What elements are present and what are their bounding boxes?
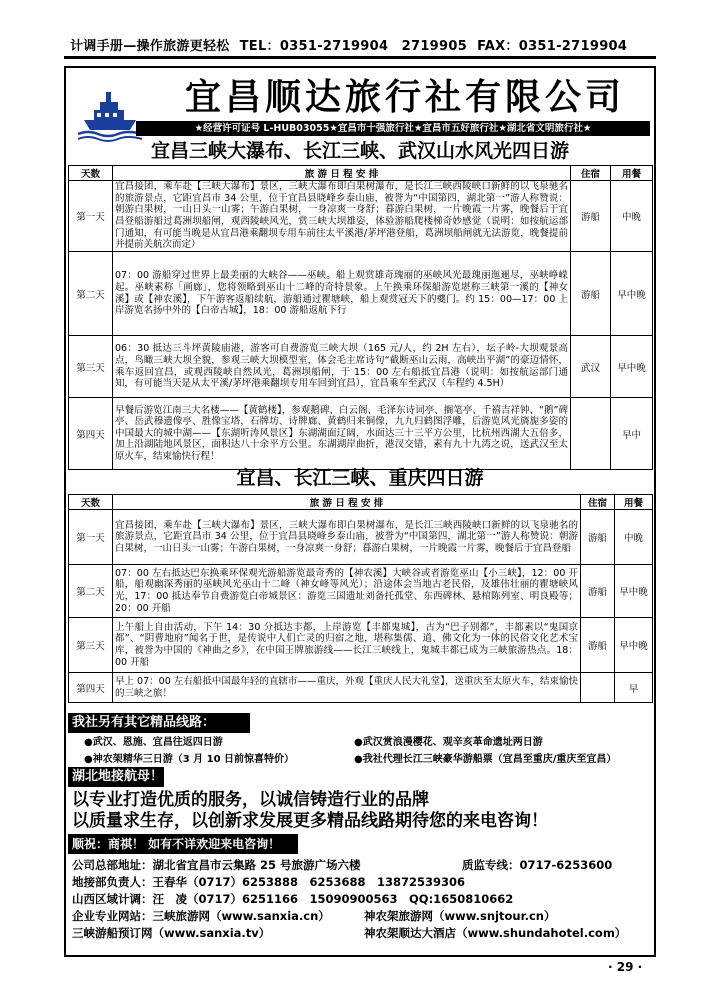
day-label: 第一天 [69,181,113,252]
route1-table [68,165,653,470]
section2-heading: 湖北地接航母！ [68,767,164,787]
day-stay: 武汉 [571,336,611,398]
table-row [69,181,653,252]
website-link[interactable]: 企业专业网站：三峡旅游网（www.sanxia.cn） [72,909,330,923]
day-stay [581,673,615,703]
day-label: 第四天 [69,673,113,703]
day-label: 第二天 [69,565,113,618]
route2-table [68,494,653,703]
col-day: 天数 [69,495,113,510]
col-schedule: 旅 游 日 程 安 排 [113,166,571,181]
manager: 地接部负责人：王春华（0717）6253888 6253688 13872539306 [72,875,466,889]
table-row [69,398,653,470]
day-desc: 06：30 抵达三斗坪黄陵庙港，游客可自费游览三峡大坝（165 元/人，约 2H 左右），坛子岭-大坝观景高点，鸟瞰三峡大坝全貌，参观三峡大坝模型室，体会毛主席诗句“截断巫山云雨，高峡出平湖”的豪迈情怀，乘车返回宜昌，或观西陵峡自然风光，葛洲坝船闸，于 15：00 左右船抵宜昌港（说明：如按航运部门通知，有可能当天是从太平溪/茅坪港乘翻坝专用车回到宜昌），宜昌乘车至武汉（车程约 4.5H） [113,336,571,398]
header-fax: FAX：0351-2719904 [477,38,628,54]
slogan-2: 以质量求生存，以创新求发展更多精品线路期待您的来电咨询！ [72,811,548,831]
day-desc: 上午船上自由活动，下午 14：30 分抵达丰都，上岸游览【丰都鬼城】，古为“巴子别都”，丰都素以“鬼国京都”、“阴曹地府”闻名于世，是传说中人们亡灵的归宿之地，堪称集儒、道、佛文化为一体的民俗文化艺术宝库，被誉为中国的《神曲之乡》，在中国王牌旅游线——长江三峡线上，鬼城丰都已成为三峡旅游热点。18：00 开船 [113,618,581,673]
header-rule [64,56,656,59]
day-meal: 中晚 [611,181,653,252]
slogan-1: 以专业打造优质的服务，以诚信铸造行业的品牌 [72,790,429,810]
table-row [69,673,653,703]
day-desc: 07：00 左右抵达巴东换乘环保观光游船游览最奇秀的【神农溪】大峡谷或者游览巫山【小三峡】，12：00 开船，船观幽深秀丽的巫峡风光巫山十二峰（神女峰等风光）；沿途体会当地古老民俗，及雄伟壮丽的瞿塘峡风光，17：00 抵达奉节自费游览白帝城景区：游览三国遗址刘备托孤堂、东西碑林、悬棺陈列室、明良殿等；20：00 开船 [113,565,581,618]
col-schedule: 旅 游 日 程 安 排 [113,495,581,510]
day-desc: 07：00 游船穿过世界上最美丽的大峡谷——巫峡。船上观赏雄奇瑰丽的巫峡风光最瑰丽迤逦尽，巫峡峥嵘起。巫峡素称「画廊」，您将领略到巫山十二峰的奇特景象。上午换乘环保船游览堪称三峡第一溪的【神女溪】或【神农溪】，下午游客返船续航，游船通过瞿塘峡，船上观赏冠天下的夔门。约 15：00—17：00 上岸游览名扬中外的【白帝古城】，18：00 游船返航下行 [113,252,571,336]
table-header-row [69,166,653,181]
day-stay: 游船 [581,618,615,673]
table-row [69,510,653,565]
website-link[interactable]: 神农架顺达大酒店（www.shundahotel.com） [364,926,627,940]
table-row [69,618,653,673]
day-desc: 宜昌接团，乘车赴【三峡大瀑布】景区，三峡大瀑布即白果树瀑布，是长江三峡西陵峡口新鲜的以飞泉驰名的旅游景点，它距宜昌市 34 公里，位于宜昌县晓峰乡泰山庙，被誉为“中国第四，湖北第一”游人称赞说：朝游白果树，一山日头一山雾；午游白果树，一身凉爽一身舒；暮游白果树，一片晚霞一片雾，晚餐后于宜昌登船游船过葛洲坝船闸，观西陵峡风光，赏三峡大坝雄姿，体验游船爬楼梯奇妙感觉（说明：如按航运部门通知，有可能当晚是从宜昌港乘翻坝专用车前往太平溪港/茅坪港登船，葛洲坝船闸就无法游览，晚餐提前并提前关航次而定） [113,181,571,252]
day-meal: 早中 [611,398,653,470]
day-meal: 早 [615,673,653,703]
notice-bar: 顺祝：商祺！ 如有不详欢迎来电咨询！ [68,834,298,854]
other-lines-list [84,734,644,768]
day-stay: 游船 [581,565,615,618]
header-title: 计调手册—操作旅游更轻松 [70,38,230,54]
day-stay [571,398,611,470]
day-label: 第三天 [69,618,113,673]
day-meal: 早中晚 [615,565,653,618]
day-meal: 早中晚 [615,618,653,673]
table-row [69,565,653,618]
hotline: 质监专线：0717-6253600 [462,858,613,872]
day-label: 第三天 [69,336,113,398]
day-stay: 游船 [571,252,611,336]
website-link[interactable]: 三峡游船预订网（www.sanxia.tv） [72,926,271,940]
table-header-row [69,495,653,510]
license-bar: ★经营许可证号 L-HUB03055★宜昌市十强旅行社★宜昌市五好旅行社★湖北省文明旅行社★ [136,121,650,136]
day-label: 第二天 [69,252,113,336]
col-stay: 住宿 [581,495,615,510]
day-stay: 游船 [571,181,611,252]
website-link[interactable]: 神农架旅游网（www.snjtour.cn） [364,909,556,923]
shanxi-contact: 山西区域计调：汪 凌（0717）6251166 15090900563 QQ:1650810662 [72,892,514,906]
day-meal: 早中晚 [611,336,653,398]
table-row [69,252,653,336]
address: 公司总部地址：湖北省宜昌市云集路 25 号旅游广场六楼 [72,858,361,872]
page-number: · 29 · [608,960,643,974]
table-row [69,336,653,398]
company-name: 宜昌顺达旅行社有限公司 [184,76,625,118]
col-stay: 住宿 [571,166,611,181]
list-item: ●神农架精华三日游（3 月 10 日前惊喜特价） [84,754,295,765]
route2-title: 宜昌、长江三峡、重庆四日游 [236,467,484,489]
day-label: 第一天 [69,510,113,565]
other-lines-heading: 我社另有其它精品线路： [68,713,250,733]
running-header [70,34,650,54]
day-stay: 游船 [581,510,615,565]
col-meal: 用餐 [615,495,653,510]
header-tel: TEL：0351-2719904 2719905 [239,38,468,54]
route1-title: 宜昌三峡大瀑布、长江三峡、武汉山水风光四日游 [150,140,569,162]
day-meal: 中晚 [615,510,653,565]
day-desc: 早上 07：00 左右船抵中国最年轻的直辖市——重庆，外观【重庆人民大礼堂】，送重庆至太原火车，结束愉快的三峡之旅！ [113,673,581,703]
col-day: 天数 [69,166,113,181]
list-item: ●我社代理长江三峡豪华游船票（宜昌至重庆/重庆至宜昌） [354,754,617,765]
list-item: ●武汉、恩施、宜昌往返四日游 [84,737,223,748]
day-meal: 早中晚 [611,252,653,336]
col-meal: 用餐 [611,166,653,181]
contact-block [72,857,652,942]
day-desc: 宜昌接团，乘车赴【三峡大瀑布】景区，三峡大瀑布即白果树瀑布，是长江三峡西陵峡口新鲜的以飞泉驰名的旅游景点，它距宜昌市 34 公里，位于宜昌县晓峰乡泰山庙，被誉为“中国第四，湖北第一”游人称赞说：朝游白果树，一山日头一山雾；午游白果树，一身凉爽一身舒；暮游白果树，一片晚霞一片雾，晚餐后于宜昌登船 [113,510,581,565]
day-desc: 早餐后游览江南三大名楼——【黄鹤楼】，参观鹅碑、白云阁、毛泽东诗词亭、搁笔亭、千禧吉祥钟、“鹅”碑亭、岳武穆遗像亭、胜像宝塔，石牌坊、诗牌廊、黄鹤归来铜像，九九归鹤图浮雕，后游览风光旖旎多姿的中国最大的城中湖——【东湖听涛风景区】东湖湖面辽阔，水面达三十三平方公里，比杭州西湖大五倍多，加上沿湖陆地风景区，面积达八十余平方公里。东湖湖岸曲折，港汊交错，素有九十九湾之说，送武汉至太原火车，结束愉快行程！ [113,398,571,470]
day-label: 第四天 [69,398,113,470]
list-item: ●武汉赏浪漫樱花、观辛亥革命遗址两日游 [354,737,543,748]
